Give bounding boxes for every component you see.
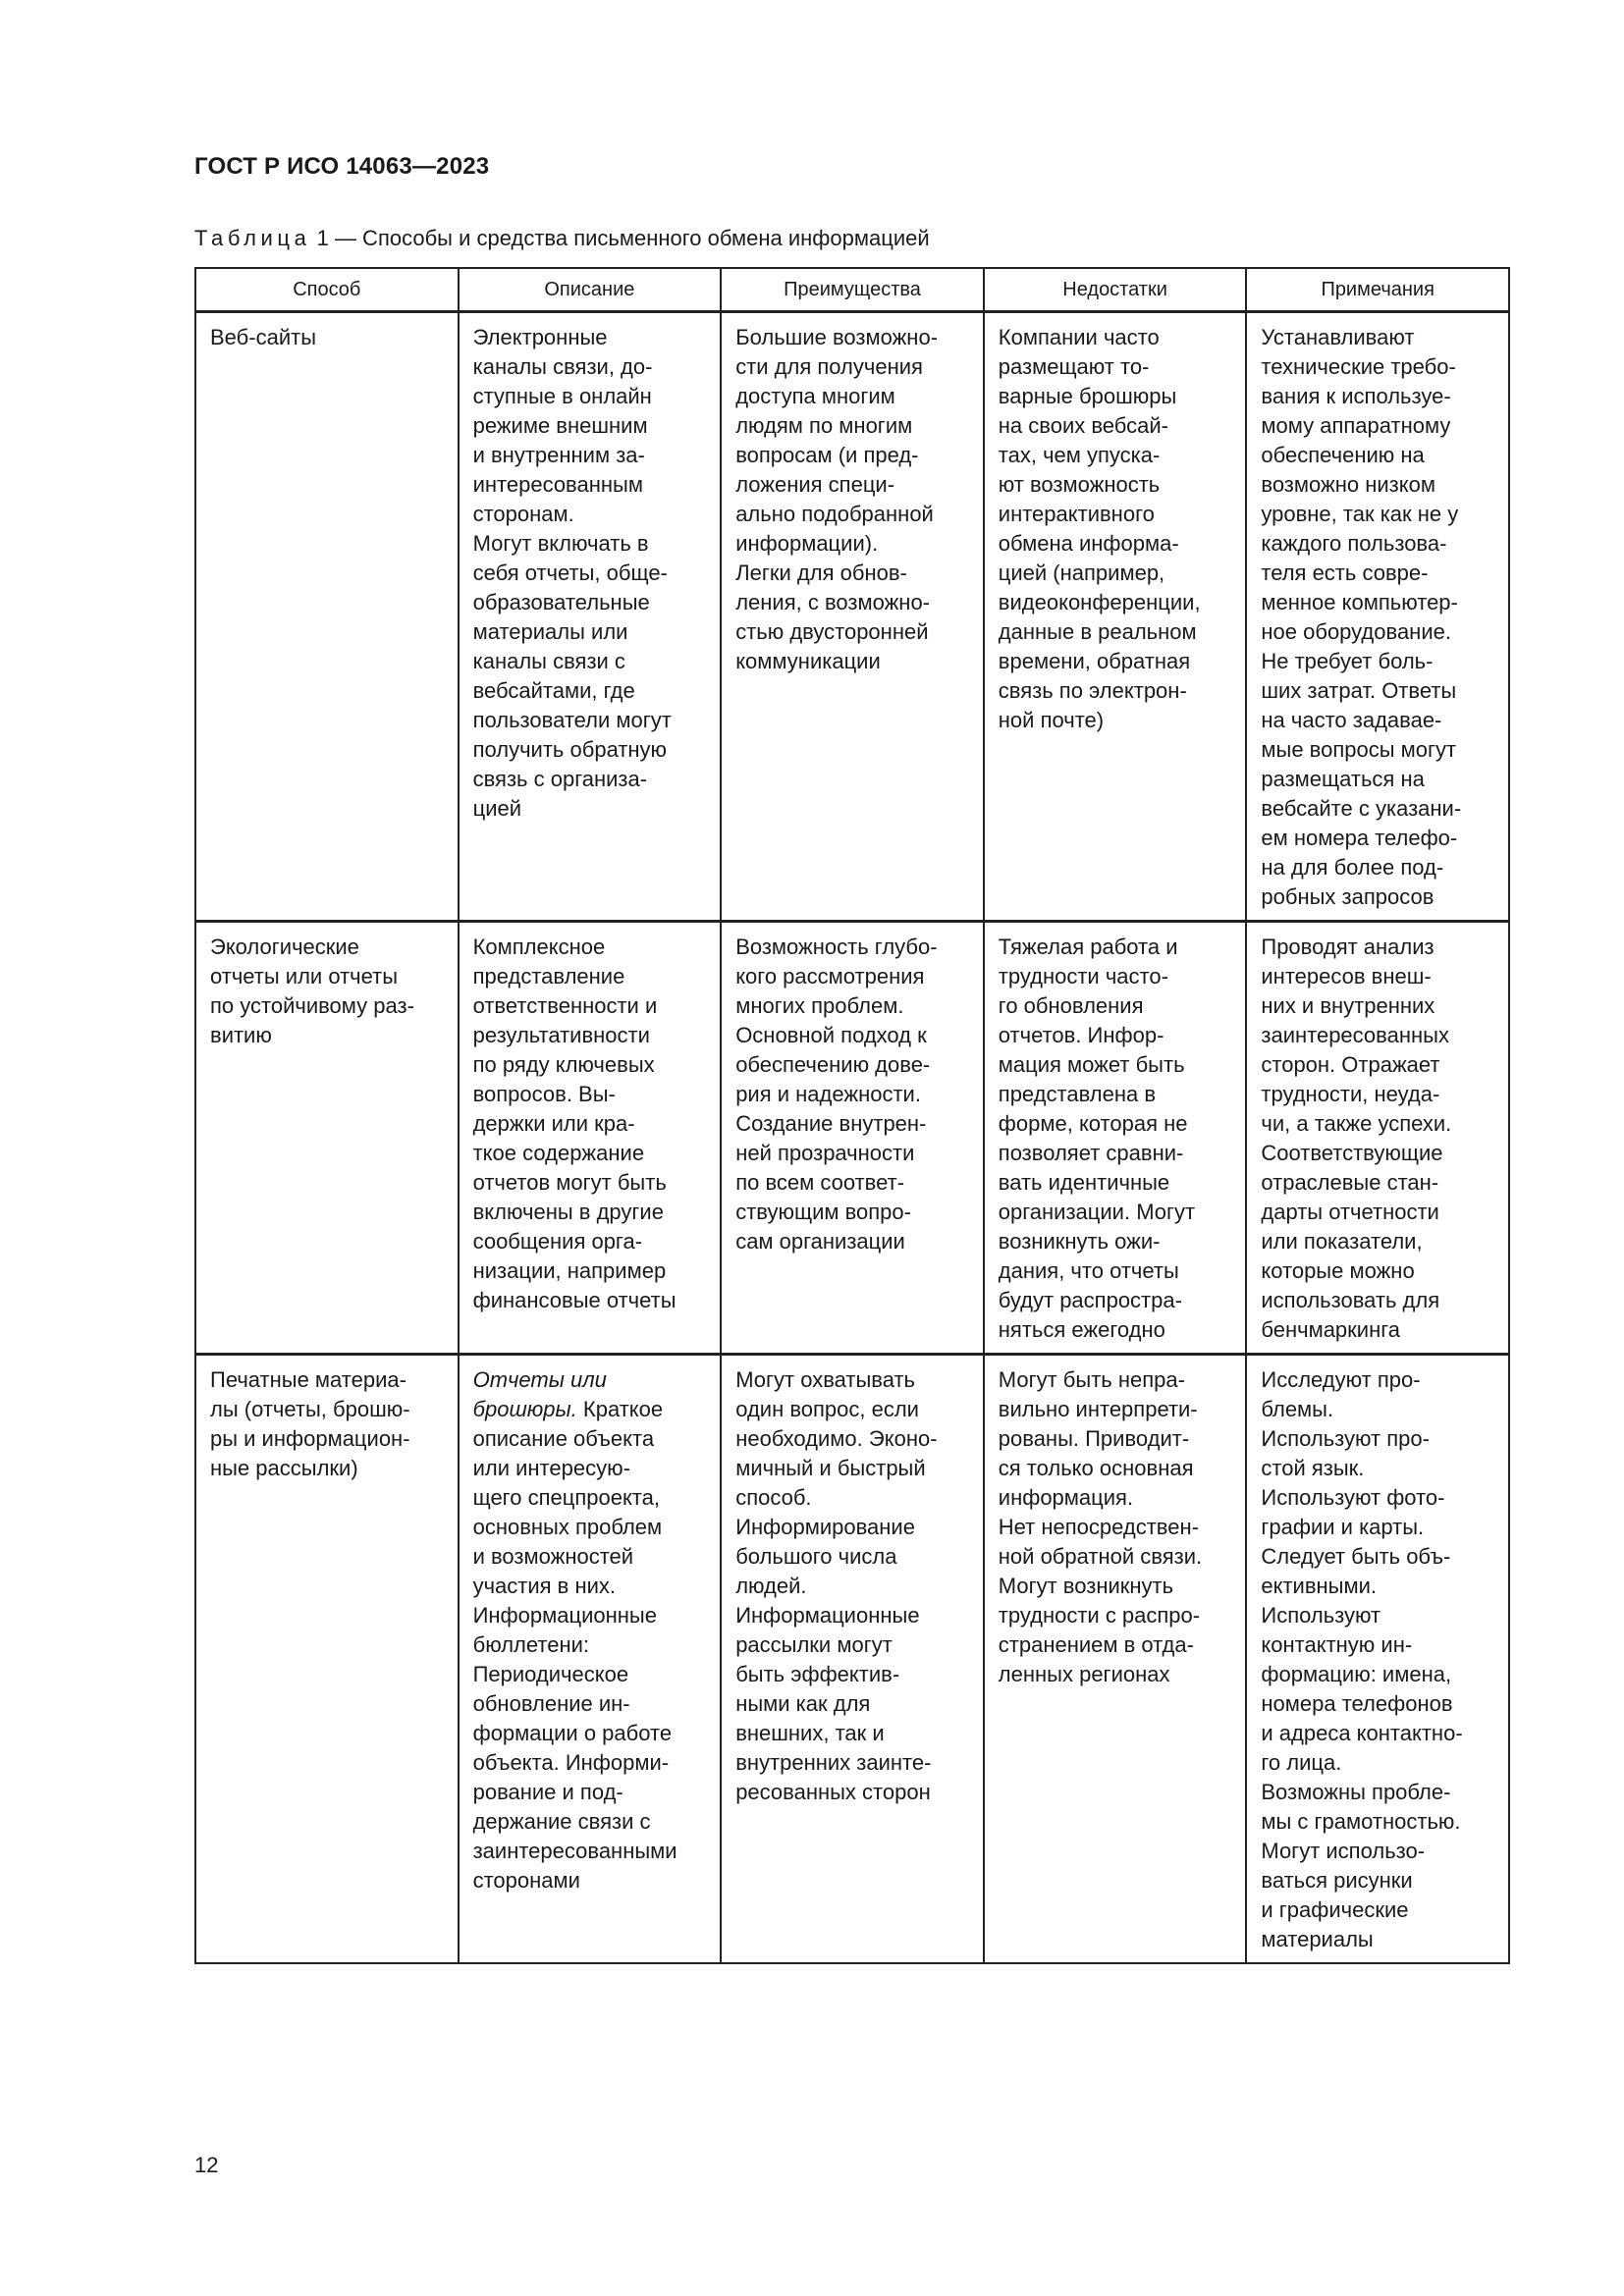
cell-text-line: внешних, так и: [735, 1721, 885, 1745]
cell-text-line: Возможность глубо-: [735, 934, 938, 959]
table-cell-disadvantages: [984, 922, 1247, 1355]
cell-text-line: контактную ин-: [1261, 1632, 1413, 1657]
cell-text-line: Исследуют про-: [1261, 1367, 1421, 1392]
cell-text-line: вания к используе-: [1261, 384, 1451, 408]
cell-text-line: ное оборудование.: [1261, 619, 1451, 644]
cell-text-line: интересованным: [472, 472, 643, 497]
table-cell-method: [195, 312, 459, 922]
cell-text-line: тах, чем упуска-: [998, 443, 1161, 467]
cell-text-line: связь с организа-: [472, 767, 648, 791]
cell-text-line: ступные в онлайн: [472, 384, 652, 408]
cell-text-line: обмена информа-: [998, 531, 1179, 556]
cell-text-line: ем номера телефо-: [1261, 826, 1458, 850]
cell-text-line: людей.: [735, 1574, 807, 1598]
cell-text-line: ленных регионах: [998, 1662, 1170, 1686]
cell-text-line: на своих вебсай-: [998, 413, 1168, 438]
cell-text-line: Легки для обнов-: [735, 561, 907, 585]
column-header-notes: Примечания: [1246, 268, 1509, 312]
cell-text-line: вебсайте с указани-: [1261, 796, 1462, 821]
cell-text-line: мы с грамотностью.: [1261, 1809, 1461, 1834]
cell-text-line: Информационные: [472, 1603, 657, 1628]
cell-text-line: Могут возникнуть: [998, 1574, 1174, 1598]
cell-text-line: Проводят анализ: [1261, 934, 1435, 959]
cell-text-line: ры и информацион-: [210, 1426, 410, 1451]
cell-text-line: образовательные: [472, 590, 650, 614]
cell-text-line: на часто задавае-: [1261, 708, 1442, 732]
cell-text-line: участия в них.: [472, 1574, 617, 1598]
cell-text-line: каналы связи, до-: [472, 354, 653, 379]
cell-text-line: рованы. Приводит-: [998, 1426, 1190, 1451]
cell-text-line: стью двусторонней: [735, 619, 929, 644]
cell-text-line: сам организации: [735, 1229, 905, 1254]
cell-text-line: большого числа: [735, 1544, 897, 1569]
cell-text-line: рование и под-: [472, 1780, 623, 1804]
cell-text-line: позволяет сравни-: [998, 1141, 1184, 1165]
cell-text-line: сторонам.: [472, 502, 574, 526]
cell-text-line: финансовые отчеты: [472, 1288, 677, 1312]
cell-text-line: возможно низком: [1261, 472, 1435, 497]
communication-methods-table: [194, 267, 1510, 1964]
cell-text-line: информация.: [998, 1485, 1134, 1510]
cell-text-line: графии и карты.: [1261, 1515, 1425, 1539]
cell-text-line: обновление ин-: [472, 1691, 630, 1716]
cell-text-line: заинтересованных: [1261, 1023, 1449, 1047]
table-cell-notes: [1246, 922, 1509, 1355]
cell-text-line: формацию: имена,: [1261, 1662, 1452, 1686]
table-body: [195, 312, 1509, 1964]
table-cell-advantages: [721, 1355, 984, 1964]
cell-text-line: размещают то-: [998, 354, 1150, 379]
cell-text-line: внутренних заинте-: [735, 1750, 932, 1775]
cell-text-line: формации о работе: [472, 1721, 673, 1745]
cell-text-line: Комплексное: [472, 934, 606, 959]
cell-text-line: трудности с распро-: [998, 1603, 1201, 1628]
cell-text-line: объекта. Информи-: [472, 1750, 670, 1775]
cell-text-line: ной обратной связи.: [998, 1544, 1203, 1569]
cell-text-line: кого рассмотрения: [735, 964, 925, 988]
cell-text-line: режиме внешним: [472, 413, 648, 438]
cell-text-line: коммуникации: [735, 649, 881, 673]
cell-text-line: дарты отчетности: [1261, 1200, 1439, 1224]
cell-text-line: ваться рисунки: [1261, 1868, 1413, 1893]
cell-text-line: Создание внутрен-: [735, 1111, 927, 1136]
cell-text-line: брошюры. Краткое: [472, 1397, 664, 1421]
cell-text-line: основных проблем: [472, 1515, 663, 1539]
cell-text-line: ся только основная: [998, 1456, 1194, 1480]
cell-text-line: сообщения орга-: [472, 1229, 643, 1254]
cell-text-line: и графические: [1261, 1897, 1409, 1922]
cell-text-line: Используют: [1261, 1603, 1381, 1628]
cell-text-line: один вопрос, если: [735, 1397, 919, 1421]
column-header-method: Способ: [195, 268, 459, 312]
cell-text-line: и адреса контактно-: [1261, 1721, 1463, 1745]
cell-text-line: Могут использо-: [1261, 1839, 1426, 1863]
cell-text-line: Возможны пробле-: [1261, 1780, 1451, 1804]
cell-text-line: Соответствующие: [1261, 1141, 1443, 1165]
cell-text-line: интересов внеш-: [1261, 964, 1432, 988]
cell-text-line: странением в отда-: [998, 1632, 1194, 1657]
cell-text-line: или интересую-: [472, 1456, 630, 1480]
cell-text-line: обеспечению дове-: [735, 1052, 931, 1077]
cell-text-line: Могут охватывать: [735, 1367, 916, 1392]
cell-text-line: себя отчеты, обще-: [472, 561, 668, 585]
cell-text-line: ективными.: [1261, 1574, 1378, 1598]
cell-text-line: рассылки могут: [735, 1632, 893, 1657]
table-cell-disadvantages: [984, 1355, 1247, 1964]
cell-text-line: отчетов могут быть: [472, 1170, 667, 1195]
table-cell-method: [195, 922, 459, 1355]
cell-text-line: Информационные: [735, 1603, 920, 1628]
cell-text-line: отчеты или отчеты: [210, 964, 399, 988]
cell-text-line: го лица.: [1261, 1750, 1342, 1775]
cell-text-line: вебсайтами, где: [472, 678, 635, 703]
cell-text-line: сторонами: [472, 1868, 580, 1893]
cell-text-line: ней прозрачности: [735, 1141, 915, 1165]
cell-text-line: лы (отчеты, брошю-: [210, 1397, 410, 1421]
cell-text-line: интерактивного: [998, 502, 1155, 526]
cell-text-line: по устойчивому раз-: [210, 993, 414, 1018]
table-cell-description: [459, 1355, 722, 1964]
cell-text-line: уровне, так как не у: [1261, 502, 1459, 526]
cell-text-line: бенчмаркинга: [1261, 1317, 1401, 1342]
cell-text-line: ные рассылки): [210, 1456, 358, 1480]
cell-text-line: получить обратную: [472, 737, 668, 762]
cell-text-line: видеоконференции,: [998, 590, 1201, 614]
cell-text-line: держки или кра-: [472, 1111, 635, 1136]
table-cell-notes: [1246, 312, 1509, 922]
cell-text-line: каналы связи с: [472, 649, 625, 673]
cell-text-line: технические требо-: [1261, 354, 1456, 379]
cell-text-line: отраслевые стан-: [1261, 1170, 1439, 1195]
cell-text-line: сторон. Отражает: [1261, 1052, 1440, 1077]
cell-text-line: которые можно: [1261, 1258, 1415, 1283]
cell-text-line: форме, которая не: [998, 1111, 1188, 1136]
cell-text-line: каждого пользова-: [1261, 531, 1447, 556]
cell-text-line: варные брошюры: [998, 384, 1177, 408]
cell-text-line: Экологические: [210, 934, 359, 959]
table-row: [195, 312, 1509, 922]
cell-text-line: низации, например: [472, 1258, 667, 1283]
cell-text-line: вильно интерпрети-: [998, 1397, 1198, 1421]
table-row: [195, 1355, 1509, 1964]
cell-text-line: Основной подход к: [735, 1023, 927, 1047]
cell-text-line: необходимо. Эконо-: [735, 1426, 938, 1451]
cell-text-line: Используют фото-: [1261, 1485, 1445, 1510]
cell-text-line: ными как для: [735, 1691, 871, 1716]
cell-text-line: Устанавливают: [1261, 325, 1415, 349]
cell-text-line: няться ежегодно: [998, 1317, 1165, 1342]
cell-text-line: вать идентичные: [998, 1170, 1170, 1195]
cell-text-line: способ.: [735, 1485, 812, 1510]
italic-fragment: брошюры.: [472, 1397, 577, 1421]
cell-text-line: рия и надежности.: [735, 1082, 921, 1106]
cell-text-line: бюллетени:: [472, 1632, 590, 1657]
cell-text-line: мые вопросы могут: [1261, 737, 1457, 762]
cell-text-line: Нет непосредствен-: [998, 1515, 1199, 1539]
cell-text-line: многих проблем.: [735, 993, 904, 1018]
cell-text-line: организации. Могут: [998, 1200, 1196, 1224]
cell-text-line: ствующим вопро-: [735, 1200, 911, 1224]
cell-text-line: стой язык.: [1261, 1456, 1365, 1480]
cell-text-line: Тяжелая работа и: [998, 934, 1178, 959]
cell-text-line: ответственности и: [472, 993, 658, 1018]
column-header-disadvantages: Недостатки: [984, 268, 1247, 312]
cell-text-line: связь по электрон-: [998, 678, 1187, 703]
document-header: ГОСТ Р ИСО 14063—2023: [194, 153, 490, 180]
cell-text-line: ших затрат. Ответы: [1261, 678, 1457, 703]
cell-text-line: Следует быть объ-: [1261, 1544, 1451, 1569]
cell-text-line: возникнуть ожи-: [998, 1229, 1161, 1254]
cell-text-line: мация может быть: [998, 1052, 1185, 1077]
table-cell-disadvantages: [984, 312, 1247, 922]
cell-text-line: трудности, неуда-: [1261, 1082, 1440, 1106]
cell-text-line: ткое содержание: [472, 1141, 645, 1165]
cell-text-line: Веб-сайты: [210, 325, 317, 349]
cell-text-line: использовать для: [1261, 1288, 1440, 1312]
table-cell-notes: [1246, 1355, 1509, 1964]
cell-text-line: времени, обратная: [998, 649, 1191, 673]
cell-text-line: Электронные: [472, 325, 608, 349]
column-header-description: Описание: [459, 268, 722, 312]
cell-text-line: цией (например,: [998, 561, 1165, 585]
cell-text-line: Большие возможно-: [735, 325, 939, 349]
cell-text-line: по ряду ключевых: [472, 1052, 655, 1077]
table-header-row: [195, 268, 1509, 312]
cell-text-line: заинтересованными: [472, 1839, 677, 1863]
cell-text-line: на для более под-: [1261, 855, 1444, 880]
cell-text-line: витию: [210, 1023, 272, 1047]
table-cell-advantages: [721, 922, 984, 1355]
cell-text-line: ной почте): [998, 708, 1105, 732]
cell-text-line: чи, а также успехи.: [1261, 1111, 1452, 1136]
cell-text-line: ложения специ-: [735, 472, 895, 497]
cell-text-line: держание связи с: [472, 1809, 651, 1834]
cell-text-line: вопросов. Вы-: [472, 1082, 616, 1106]
cell-text-line: цией: [472, 796, 522, 821]
table-cell-method: [195, 1355, 459, 1964]
cell-text-line: робных запросов: [1261, 884, 1435, 909]
cell-text-line: блемы.: [1261, 1397, 1334, 1421]
cell-text-line: представлена в: [998, 1082, 1157, 1106]
cell-text-line: теля есть совре-: [1261, 561, 1429, 585]
cell-text-line: Могут включать в: [472, 531, 649, 556]
cell-text-line: включены в другие: [472, 1200, 664, 1224]
cell-text-line: Информирование: [735, 1515, 915, 1539]
cell-text-line: отчетов. Инфор-: [998, 1023, 1164, 1047]
cell-text-line: мичный и быстрый: [735, 1456, 926, 1480]
cell-text-line: мому аппаратному: [1261, 413, 1451, 438]
cell-text-line: Периодическое: [472, 1662, 629, 1686]
column-header-advantages: Преимущества: [721, 268, 984, 312]
cell-text-line: них и внутренних: [1261, 993, 1435, 1018]
cell-text-line: Используют про-: [1261, 1426, 1430, 1451]
table-cell-advantages: [721, 312, 984, 922]
table-row: [195, 922, 1509, 1355]
cell-text-line: и возможностей: [472, 1544, 634, 1569]
cell-text-line: размещаться на: [1261, 767, 1425, 791]
cell-text-line: описание объекта: [472, 1426, 655, 1451]
table-caption-label: Таблица: [194, 226, 311, 250]
table-cell-description: [459, 312, 722, 922]
table-cell-description: [459, 922, 722, 1355]
cell-text-line: результативности: [472, 1023, 650, 1047]
cell-text-line: Отчеты или: [472, 1367, 607, 1392]
page-number: 12: [194, 2153, 219, 2177]
cell-text-line: го обновления: [998, 993, 1144, 1018]
cell-text-line: представление: [472, 964, 625, 988]
cell-text-line: данные в реальном: [998, 619, 1197, 644]
cell-text-line: дания, что отчеты: [998, 1258, 1179, 1283]
cell-text-line: доступа многим: [735, 384, 895, 408]
cell-text-line: ления, с возможно-: [735, 590, 931, 614]
cell-text-line: обеспечению на: [1261, 443, 1425, 467]
cell-text-line: и внутренним за-: [472, 443, 645, 467]
cell-text-line: пользователи могут: [472, 708, 672, 732]
cell-text-line: информации).: [735, 531, 879, 556]
cell-text-line: материалы: [1261, 1927, 1374, 1951]
cell-text-line: быть эффектив-: [735, 1662, 900, 1686]
cell-text-line: ресованных сторон: [735, 1780, 931, 1804]
cell-text-line: людям по многим: [735, 413, 913, 438]
cell-text-line: трудности часто-: [998, 964, 1168, 988]
cell-text-line: щего спецпроекта,: [472, 1485, 660, 1510]
cell-text-line: Печатные материа-: [210, 1367, 406, 1392]
cell-text-line: менное компьютер-: [1261, 590, 1458, 614]
cell-text-line: Могут быть непра-: [998, 1367, 1185, 1392]
cell-text-line: вопросам (и пред-: [735, 443, 919, 467]
cell-text-line: будут распростра-: [998, 1288, 1182, 1312]
table-caption-text: 1 — Способы и средства письменного обмена информацией: [316, 226, 930, 250]
cell-text-line: ют возможность: [998, 472, 1161, 497]
cell-text-line: номера телефонов: [1261, 1691, 1453, 1716]
cell-text-line: Не требует боль-: [1261, 649, 1434, 673]
cell-text-line: или показатели,: [1261, 1229, 1423, 1254]
table-caption: [194, 226, 930, 251]
cell-text-line: по всем соответ-: [735, 1170, 905, 1195]
cell-text-line: сти для получения: [735, 354, 923, 379]
cell-text-line: Компании часто: [998, 325, 1160, 349]
cell-text-line: материалы или: [472, 619, 628, 644]
cell-text-line: ально подобранной: [735, 502, 934, 526]
